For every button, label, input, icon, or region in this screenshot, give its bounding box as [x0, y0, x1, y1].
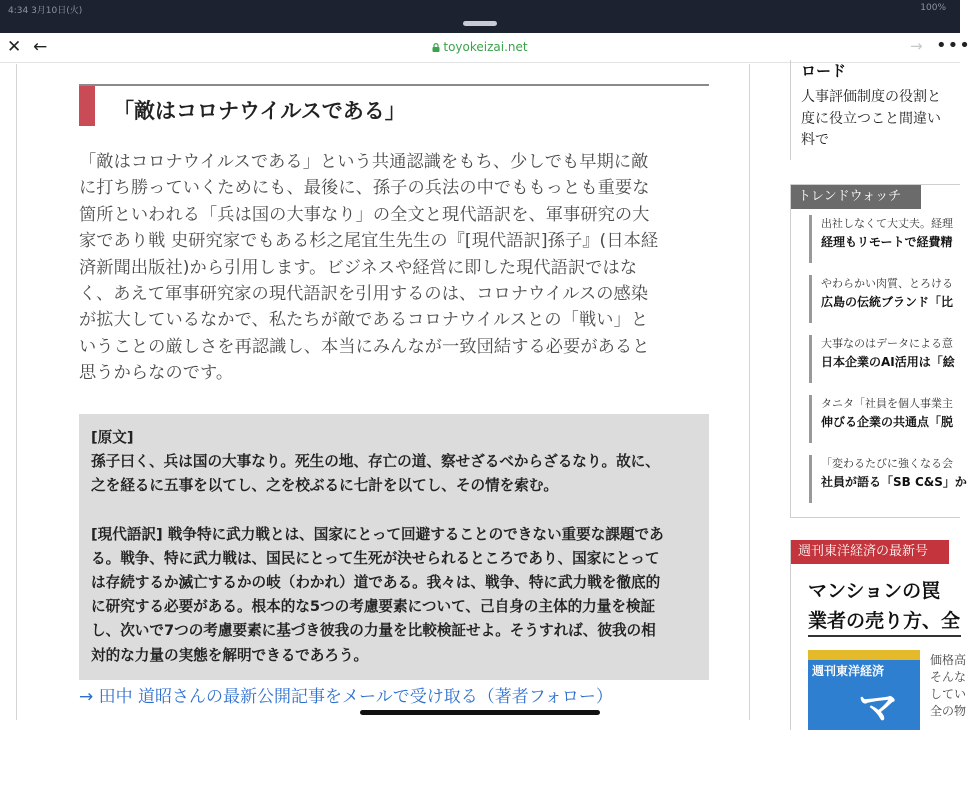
quote-box [79, 414, 709, 680]
trend-item[interactable] [809, 275, 961, 323]
home-indicator[interactable] [360, 710, 600, 715]
back-arrow-icon[interactable]: ← [33, 37, 48, 57]
quote-line: 対的な力量の実態を解明できるであろう。 [91, 646, 369, 664]
trend-item-subtitle: タニタ「社員を個人事業主 [821, 397, 953, 410]
body-line: 家であり戦 史研究家でもある杉之尾宜生先生の『[現代語訳]孫子』(日本経 [79, 231, 659, 252]
trend-watch-box [790, 184, 967, 518]
promo-heading: ロード [801, 62, 847, 80]
cover-big-text: マン [858, 685, 898, 788]
trend-item-title: 広島の伝統ブランド「比 [821, 295, 954, 309]
trend-item-subtitle: やわらかい肉質、とろける [821, 277, 953, 290]
quote-line: 孫子曰く、兵は国の大事なり。死生の地、存亡の道、察せざるべからざるなり。故に、 [91, 453, 660, 471]
body-line: に打ち勝っていくためにも、最後に、孫子の兵法の中でももっとも重要な [79, 178, 650, 199]
magazine-headline[interactable]: マンションの罠 [808, 580, 941, 602]
heading-accent-bar [79, 86, 95, 126]
cover-title: 週刊東洋経済 [812, 664, 885, 678]
address-bar[interactable] [380, 40, 580, 54]
trend-item[interactable] [809, 335, 961, 383]
body-line: 「敵はコロナウイルスである」という共通認識をもち、少しでも早期に敵 [79, 152, 649, 172]
trend-item[interactable] [809, 455, 967, 503]
quote-line: し、次いで7つの考慮要素に基づき彼我の力量を比較検証せよ。そうすれば、彼我の相 [91, 622, 656, 640]
section-heading [79, 84, 709, 126]
article-body [79, 149, 711, 387]
quote-line: は存続するか滅亡するかの岐（わかれ）道である。我々は、戦争、特に武力戦を徹底的 [91, 574, 661, 592]
trend-item-subtitle: 出社しなくて大丈夫。経理 [821, 217, 953, 230]
divider [808, 635, 961, 637]
magazine-subheadline[interactable]: 業者の売り方、全 [808, 610, 961, 632]
author-follow-link[interactable]: → 田中 道昭さんの最新公開記事をメールで受け取る（著者フォロー） [79, 687, 613, 707]
magazine-box [790, 540, 967, 788]
article-column [16, 64, 750, 720]
magazine-tab: 週刊東洋経済の最新号 [791, 540, 949, 564]
quote-line: に研究する必要がある。根本的な5つの考慮要素について、己自身の主体的力量を検証 [91, 598, 656, 616]
trend-watch-tab: トレンドウォッチ [791, 185, 921, 209]
quote-line: [現代語訳] 戦争特に武力戦とは、国家にとって回避することのできない重要な課題であ [91, 525, 664, 543]
quote-label-original: [原文] [91, 429, 134, 446]
trend-item-title: 日本企業のAI活用は「絵 [821, 355, 955, 369]
cover-strip [808, 650, 920, 660]
trend-item-subtitle: 大事なのはデータによる意 [821, 337, 953, 350]
body-line: いうことの厳しさを再認識し、本当にみんなが一致団結する必要があると [79, 336, 650, 357]
trend-item[interactable] [809, 395, 961, 443]
trend-item[interactable] [809, 215, 961, 263]
trend-item-title: 伸びる企業の共通点「脱 [821, 415, 954, 429]
promo-description: 人事評価制度の役割と 度に役立つこと間違い 料で [801, 89, 941, 148]
browser-toolbar [0, 33, 971, 63]
magazine-description: 価格高 そんな してい 全の物 [930, 653, 967, 718]
body-line: く、あえて軍事研究家の現代語訳を引用するのは、コロナウイルスの感染 [79, 284, 649, 305]
quote-line: る。戦争、特に武力戦は、国民にとって生死が決せられるところであり、国家にとって [91, 549, 660, 567]
lock-icon [432, 43, 440, 52]
section-title: 「敵はコロナウイルスである」 [113, 99, 406, 123]
multitask-handle[interactable] [463, 21, 497, 26]
status-bar [0, 0, 960, 33]
sidebar-promo[interactable] [790, 60, 960, 160]
trend-item-subtitle: 「変わるたびに強くなる会 [821, 457, 953, 470]
close-icon[interactable]: ✕ [7, 37, 22, 57]
url-text: toyokeizai.net [443, 40, 528, 54]
trend-item-title: 経理もリモートで経費精 [821, 235, 953, 249]
battery-indicator: 100% [920, 3, 946, 13]
status-time: 4:34 3月10日(火) [8, 6, 83, 16]
body-line: が拡大しているなかで、私たちが敵であるコロナウイルスとの「戦い」と [79, 310, 649, 331]
body-line: 箇所といわれる「兵は国の大事なり」の全文と現代語訳を、軍事研究の大 [79, 204, 650, 225]
right-sidebar [790, 62, 967, 788]
body-line: 済新聞出版社)から引用します。ビジネスや経営に即した現代語訳ではな [79, 257, 638, 278]
more-options-icon[interactable]: ••• [936, 35, 971, 56]
forward-arrow-icon[interactable]: → [910, 37, 923, 55]
trend-item-title: 社員が語る「SB C&S」か [821, 475, 967, 489]
magazine-cover-image[interactable] [808, 650, 920, 788]
body-line: 思うからなのです。 [79, 363, 234, 384]
quote-line: 之を経るに五事を以てし、之を校ぶるに七計を以てし、その情を索む。 [91, 477, 559, 495]
